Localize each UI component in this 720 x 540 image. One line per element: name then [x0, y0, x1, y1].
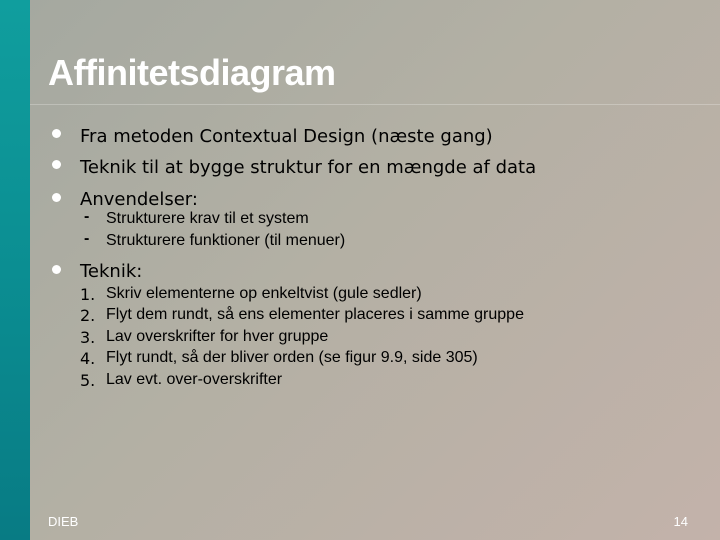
- bullet-dot-icon: [52, 160, 61, 169]
- step-text: Skriv elementerne op enkeltvist (gule sedler): [106, 285, 422, 302]
- step-text: Lav overskrifter for hver gruppe: [106, 328, 329, 345]
- step-number: 4.: [80, 349, 96, 368]
- step-number: 2.: [80, 306, 96, 325]
- bullet-dot-icon: [52, 129, 61, 138]
- step-text: Flyt dem rundt, så ens elementer placeres i samme gruppe: [106, 306, 524, 323]
- bullet-dot-icon: [52, 193, 61, 202]
- step-text: Flyt rundt, så der bliver orden (se figur 9.9, side 305): [106, 349, 478, 366]
- step-text: Lav evt. over-overskrifter: [106, 371, 283, 388]
- bullet-item: Teknik til at bygge struktur for en mængde af data: [80, 157, 537, 178]
- sub-item: Strukturere funktioner (til menuer): [106, 232, 346, 249]
- step-number: 1.: [80, 285, 96, 304]
- bullet-item: Teknik:: [80, 261, 143, 282]
- bullet-item: Fra metoden Contextual Design (næste gang): [80, 126, 493, 147]
- slide-title: Affinitetsdiagram: [48, 52, 336, 93]
- sub-item: Strukturere krav til et system: [106, 210, 309, 227]
- bullet-item: Anvendelser:: [80, 189, 198, 210]
- step-number: 5.: [80, 371, 96, 390]
- page-number: 14: [673, 514, 688, 529]
- bullet-dot-icon: [52, 265, 61, 274]
- footer-label: DIEB: [48, 514, 79, 529]
- step-number: 3.: [80, 328, 96, 347]
- dash-icon: -: [84, 208, 90, 225]
- dash-icon: -: [84, 230, 90, 247]
